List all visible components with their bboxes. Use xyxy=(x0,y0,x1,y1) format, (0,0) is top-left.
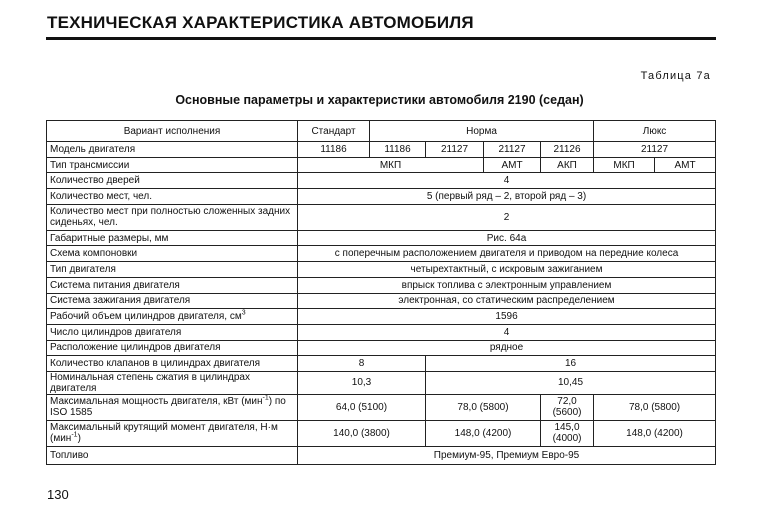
table-row xyxy=(47,173,716,189)
table-cell: 21127 xyxy=(594,142,716,158)
table-cell: с поперечным расположением двигателя и приводом на передние колеса xyxy=(298,246,716,262)
table-cell: 148,0 (4200) xyxy=(426,420,541,446)
row-label: Топливо xyxy=(47,446,298,464)
row-label: Система зажигания двигателя xyxy=(47,293,298,309)
table-cell: 4 xyxy=(298,173,716,189)
table-cell: Рис. 64а xyxy=(298,230,716,246)
row-label: Модель двигателя xyxy=(47,142,298,158)
row-label: Тип трансмиссии xyxy=(47,157,298,173)
table-cell: 148,0 (4200) xyxy=(594,420,716,446)
row-label: Количество мест при полностью сложенных задних сиденьях, чел. xyxy=(47,204,298,230)
table-row xyxy=(47,262,716,278)
table-cell: 2 xyxy=(298,204,716,230)
table-cell: 1596 xyxy=(298,309,716,325)
row-label: Число цилиндров двигателя xyxy=(47,324,298,340)
row-label: Количество дверей xyxy=(47,173,298,189)
table-cell: АМТ xyxy=(655,157,716,173)
table-row xyxy=(47,420,716,446)
table-cell: электронная, со статическим распределением xyxy=(298,293,716,309)
row-label-text: ) по ISO 1585 xyxy=(50,396,286,419)
table-cell: 21127 xyxy=(426,142,484,158)
table-row xyxy=(47,277,716,293)
spec-table xyxy=(46,120,716,465)
row-label xyxy=(47,394,298,420)
table-cell: 4 xyxy=(298,324,716,340)
table-cell: 11186 xyxy=(298,142,370,158)
table-cell: Вариант исполнения xyxy=(47,121,298,142)
row-label-text: Максимальная мощность двигателя, кВт (мин xyxy=(50,396,263,408)
table-row xyxy=(47,121,716,142)
row-label-text: ) xyxy=(77,433,81,445)
label-superscript: -1 xyxy=(262,395,269,403)
row-label: Габаритные размеры, мм xyxy=(47,230,298,246)
row-label: Расположение цилиндров двигателя xyxy=(47,340,298,356)
table-cell: 64,0 (5100) xyxy=(298,394,426,420)
table-cell: рядное xyxy=(298,340,716,356)
table-row xyxy=(47,446,716,464)
label-superscript: 3 xyxy=(241,309,246,317)
row-label-text: Максимальный крутящий момент двигателя, Н·м (мин xyxy=(50,422,278,445)
table-cell: 78,0 (5800) xyxy=(426,394,541,420)
table-row xyxy=(47,324,716,340)
table-row xyxy=(47,246,716,262)
table-cell: впрыск топлива с электронным управлением xyxy=(298,277,716,293)
table-cell: 5 (первый ряд – 2, второй ряд – 3) xyxy=(298,189,716,205)
row-label: Номинальная степень сжатия в цилиндрах двигателя xyxy=(47,371,298,394)
table-cell: АМТ xyxy=(484,157,541,173)
table-row xyxy=(47,309,716,325)
row-label: Система питания двигателя xyxy=(47,277,298,293)
table-row xyxy=(47,157,716,173)
row-label: Количество клапанов в цилиндрах двигателя xyxy=(47,356,298,372)
table-cell: Премиум-95, Премиум Евро-95 xyxy=(298,446,716,464)
table-cell: 11186 xyxy=(370,142,426,158)
table-number: Таблица 7а xyxy=(640,70,711,82)
header-rule xyxy=(46,37,716,40)
table-cell: МКП xyxy=(298,157,484,173)
table-cell: 21126 xyxy=(541,142,594,158)
table-cell: 10,45 xyxy=(426,371,716,394)
table-row xyxy=(47,394,716,420)
table-cell: 140,0 (3800) xyxy=(298,420,426,446)
table-cell: 10,3 xyxy=(298,371,426,394)
table-row xyxy=(47,340,716,356)
row-label: Количество мест, чел. xyxy=(47,189,298,205)
table-row xyxy=(47,189,716,205)
table-cell: 16 xyxy=(426,356,716,372)
table-cell: 78,0 (5800) xyxy=(594,394,716,420)
table-cell: Люкс xyxy=(594,121,716,142)
page-number: 130 xyxy=(47,487,69,502)
table-cell: Норма xyxy=(370,121,594,142)
row-label-text: Рабочий объем цилиндров двигателя, см xyxy=(50,311,242,323)
table-cell: 72,0 (5600) xyxy=(541,394,594,420)
row-label: Тип двигателя xyxy=(47,262,298,278)
table-cell: 21127 xyxy=(484,142,541,158)
table-cell: 8 xyxy=(298,356,426,372)
label-superscript: -1 xyxy=(71,432,78,440)
table-row xyxy=(47,230,716,246)
table-cell: АКП xyxy=(541,157,594,173)
table-row xyxy=(47,371,716,394)
table-cell: четырехтактный, с искровым зажиганием xyxy=(298,262,716,278)
table-row xyxy=(47,204,716,230)
table-cell: 145,0 (4000) xyxy=(541,420,594,446)
page-header-title: ТЕХНИЧЕСКАЯ ХАРАКТЕРИСТИКА АВТОМОБИЛЯ xyxy=(47,13,474,32)
table-caption: Основные параметры и характеристики автомобиля 2190 (седан) xyxy=(175,93,584,107)
table-row xyxy=(47,142,716,158)
row-label xyxy=(47,309,298,325)
table-row xyxy=(47,293,716,309)
row-label xyxy=(47,420,298,446)
table-row xyxy=(47,356,716,372)
row-label: Схема компоновки xyxy=(47,246,298,262)
table-cell: Стандарт xyxy=(298,121,370,142)
table-cell: МКП xyxy=(594,157,655,173)
